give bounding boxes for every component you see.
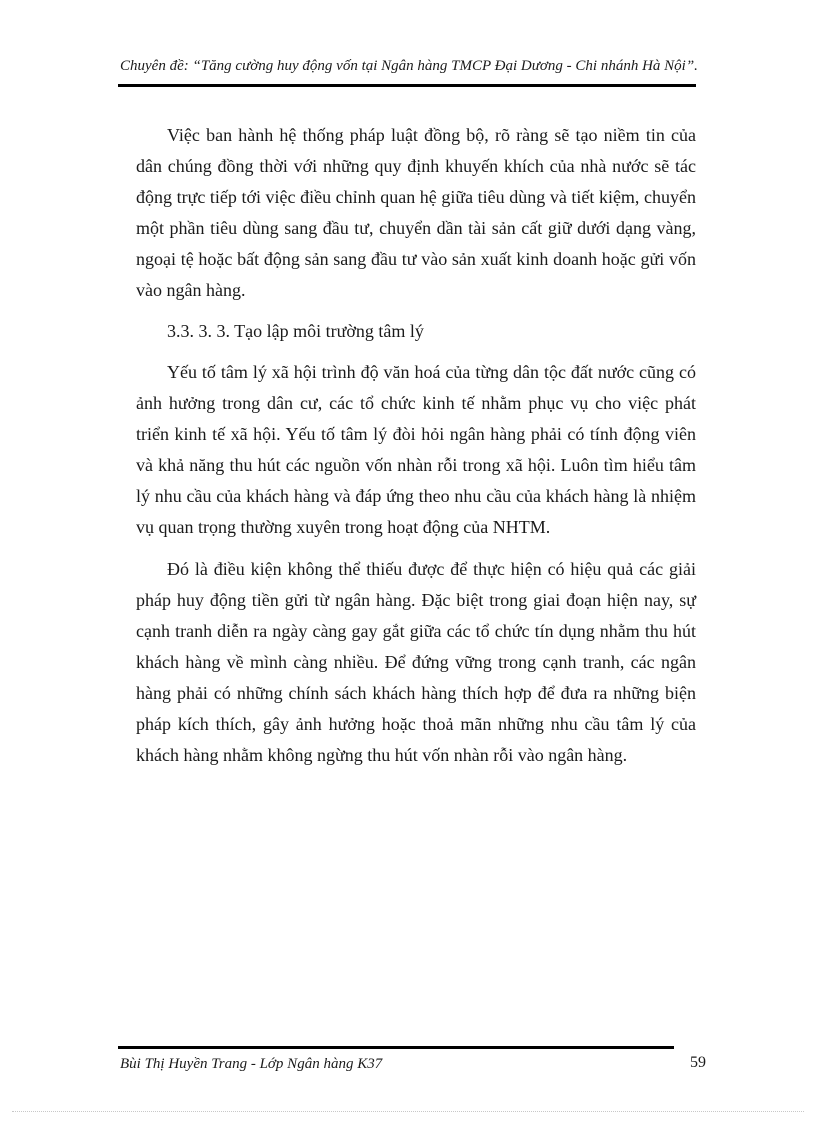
section-heading: 3.3. 3. 3. Tạo lập môi trường tâm lý [167, 321, 424, 341]
header-divider [118, 84, 696, 87]
page-body [136, 120, 696, 771]
body-paragraph: Việc ban hành hệ thống pháp luật đồng bộ, rõ ràng sẽ tạo niềm tin của dân chúng đồng thời với những quy định khuyến khích của nhà nước sẽ tác động trực tiếp tới việc điều chỉnh quan hệ giữa tiêu dùng và tiết kiệm, chuyển một phần tiêu dùng sang đầu tư, chuyển dần tài sản cất giữ dưới dạng vàng, ngoại tệ hoặc bất động sản sang đầu tư vào sản xuất kinh doanh hoặc gửi vốn vào ngân hàng. [136, 125, 696, 300]
page-number: 59 [690, 1054, 706, 1071]
body-paragraph: Yếu tố tâm lý xã hội trình độ văn hoá của từng dân tộc đất nước cũng có ảnh hưởng trong dân cư, các tổ chức kinh tế nhằm phục vụ cho việc phát triển kinh tế xã hội. Yếu tố tâm lý đòi hỏi ngân hàng phải có tính động viên và khả năng thu hút các nguồn vốn nhàn rỗi trong xã hội. Luôn tìm hiểu tâm lý nhu cầu của khách hàng và đáp ứng theo nhu cầu của khách hàng là nhiệm vụ quan trọng thường xuyên trong hoạt động của NHTM. [136, 362, 696, 537]
page-edge-border [12, 1111, 804, 1112]
footer-author: Bùi Thị Huyền Trang - Lớp Ngân hàng K37 [120, 1056, 383, 1072]
running-header: Chuyên đề: “Tăng cường huy động vốn tại Ngân hàng TMCP Đại Dương - Chi nhánh Hà Nội”. [120, 58, 698, 74]
footer-divider [118, 1046, 674, 1049]
body-paragraph: Đó là điều kiện không thể thiếu được để thực hiện có hiệu quả các giải pháp huy động tiền gửi từ ngân hàng. Đặc biệt trong giai đoạn hiện nay, sự cạnh tranh diễn ra ngày càng gay gắt giữa các tổ chức tín dụng nhằm thu hút khách hàng về mình càng nhiều. Để đứng vững trong cạnh tranh, các ngân hàng phải có những chính sách khách hàng thích hợp để đưa ra những biện pháp kích thích, gây ảnh hưởng hoặc thoả mãn những nhu cầu tâm lý của khách hàng nhằm không ngừng thu hút vốn nhàn rỗi vào ngân hàng. [136, 559, 696, 765]
